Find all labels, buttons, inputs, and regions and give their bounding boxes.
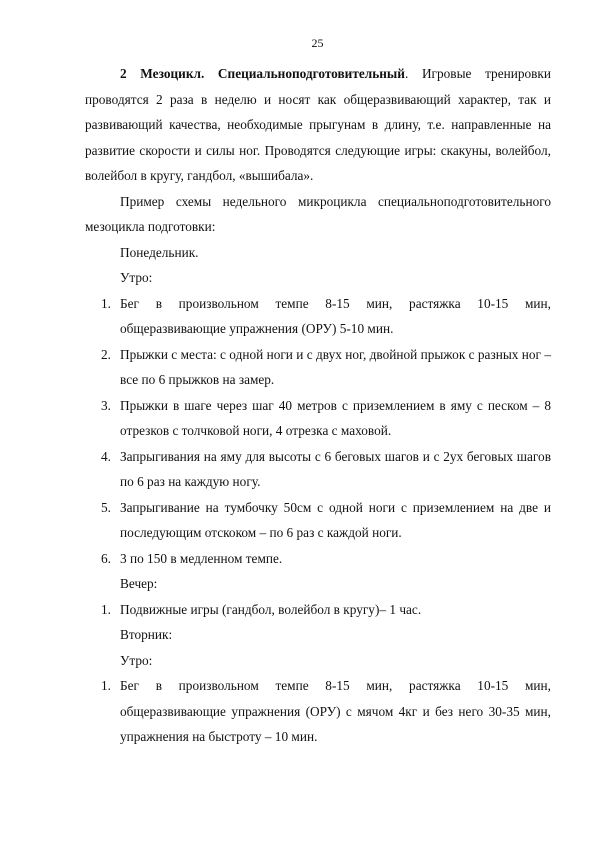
list-item [85,597,551,623]
example-paragraph: Пример схемы недельного микроцикла специальноподготовительного мезоцикла подготовки: [85,193,551,234]
list-item [85,673,551,750]
list-item-text: Запрыгивания на яму для высоты с 6 беговых шагов и с 2ух беговых шагов по 6 раз на каждую ногу. [120,448,551,489]
list-item [85,393,551,444]
page-number: 25 [311,36,324,50]
section-heading: 2 Мезоцикл. Специальноподготовительный [120,66,405,81]
monday-evening-list [85,597,551,623]
list-item-number: 1. [101,295,111,311]
list-item [85,495,551,546]
list-item-text: Бег в произвольном темпе 8-15 мин, растяжка 10-15 мин, общеразвивающие упражнения (ОРУ) 5-10 мин. [120,295,551,336]
list-item-text: Запрыгивание на тумбочку 50см с одной ноги с приземлением на две и последующим отскоком – по 6 раз с каждой ноги. [120,499,551,540]
list-item-number: 6. [101,550,111,566]
intro-paragraph [85,61,551,189]
monday-morning-list [85,291,551,572]
list-item-number: 1. [101,601,111,617]
tuesday-morning-label: Утро: [120,652,153,668]
day-label-monday: Понедельник. [120,244,199,260]
monday-morning-label: Утро: [120,270,153,285]
list-item-number: 5. [101,499,111,515]
list-item-text: Подвижные игры (гандбол, волейбол в кругу)– 1 час. [120,601,422,617]
list-item [85,546,551,572]
list-item-number: 1. [101,678,111,693]
list-item-text: 3 по 150 в медленном темпе. [120,550,283,566]
intro-text: . Игровые тренировки проводятся 2 раза в неделю и носят как общеразвивающий характер, так и развивающий качества, необходимые прыгунам в длину, т.е. направленные на развитие скорости и силы ног. Проводятся следующие игры: скакуны, волейбол, волейбол в кругу, гандбол, «вышибала». [85,66,551,183]
list-item-number: 4. [101,448,111,464]
list-item-text: Прыжки с места: с одной ноги и с двух ног, двойной прыжок с разных ног – все по 6 прыжков на замер. [120,346,551,387]
day-label-tuesday: Вторник: [120,627,173,642]
list-item-number: 3. [101,397,111,413]
list-item-text: Прыжки в шаге через шаг 40 метров с приземлением в яму с песком – 8 отрезков с толчковой ноги, 4 отрезка с маховой. [120,397,551,438]
page-content [85,61,551,750]
list-item [85,342,551,393]
list-item-text: Бег в произвольном темпе 8-15 мин, растяжка 10-15 мин, общеразвивающие упражнения (ОРУ) с мячом 4кг и без него 30-35 мин, упражнения на быстроту – 10 мин. [120,678,551,744]
tuesday-morning-list [85,673,551,750]
list-item [85,291,551,342]
list-item-number: 2. [101,346,111,362]
monday-evening-label: Вечер: [120,576,158,591]
list-item [85,444,551,495]
